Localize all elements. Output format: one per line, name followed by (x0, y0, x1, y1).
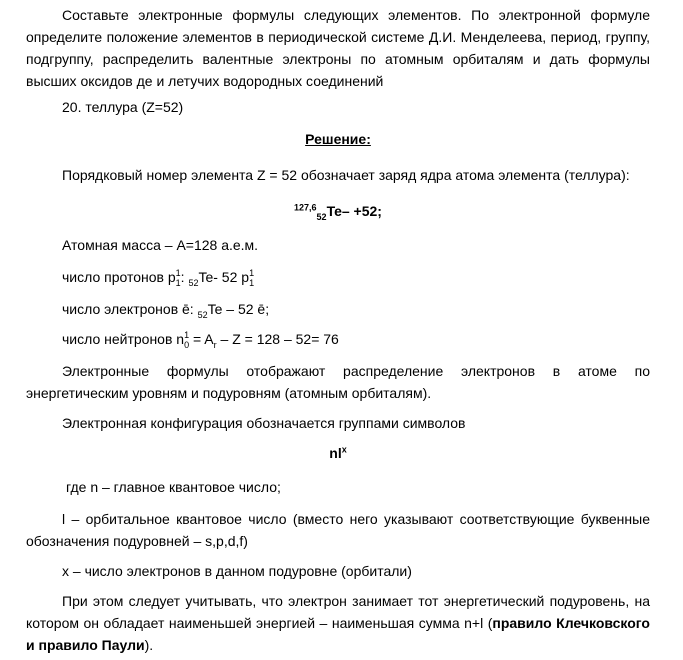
proton2-sub: 1 (249, 277, 255, 288)
symbol-sup: x (341, 444, 347, 455)
nuclear-charge: – +52; (341, 203, 382, 219)
neutrons-value: – Z = 128 – 52= 76 (216, 331, 339, 347)
a-sub: r (213, 339, 217, 350)
neutrons-eq: = A (189, 331, 214, 347)
proton-sup: 1 (175, 268, 181, 279)
neutrons-line (62, 328, 339, 350)
atomic-mass-line: Атомная масса – A=128 а.е.м. (62, 237, 259, 253)
proton2-sup: 1 (249, 268, 255, 279)
rule-bold: правило Клечковского и правило Паули (26, 615, 650, 653)
protons-value: Te- 52 p (198, 269, 250, 285)
task-paragraph: Составьте электронные формулы следующих элементов. По электронной формуле определите положение элементов в периодической системе Д.И. Менделеева, период, группу, подгруппу, распределить валентные электроны по атомным орбиталям и дать формулы высших оксидов де и летучих водородных соединений (26, 7, 650, 89)
neutron-sub: 0 (184, 339, 190, 350)
x-definition: x – число электронов в данном подуровне (орбитали) (62, 563, 412, 579)
l-definition: l – орбитальное квантовое число (вместо него указывают соответствующие буквенные обозначения подуровней – s,p,d,f) (26, 511, 650, 549)
rule-tail: ). (144, 637, 154, 653)
proton-sub: 1 (175, 277, 181, 288)
mass-number: 127,6 (294, 202, 317, 213)
solution-heading: Решение: (305, 131, 371, 147)
protons-colon: : (180, 269, 189, 285)
symbol-base: nl (329, 445, 342, 461)
electrons-label: число электронов ē: (62, 301, 198, 317)
element-symbol: Te (326, 203, 342, 219)
ordinal-paragraph: Порядковый номер элемента Z = 52 обозначает заряд ядра атома элемента (теллура): (62, 167, 630, 183)
neutrons-label: число нейтронов n (62, 331, 185, 347)
electrons-line (62, 298, 269, 320)
protons-label: число протонов p (62, 269, 176, 285)
nl-symbol (26, 442, 650, 464)
protons-z: 52 (188, 277, 199, 288)
n-definition: где n – главное квантовое число; (66, 479, 281, 495)
element-line: 20. теллура (Z=52) (62, 99, 184, 115)
neutron-sup: 1 (184, 330, 190, 341)
config-paragraph: Электронная конфигурация обозначается группами символов (62, 415, 466, 431)
rule-text: При этом следует учитывать, что электрон занимает тот энергетический подуровень, на котором он обладает наименьшей энергией – наименьшая сумма n+l ( (26, 593, 650, 631)
atomic-number: 52 (316, 211, 327, 222)
electrons-z: 52 (197, 309, 208, 320)
rule-paragraph (26, 590, 650, 656)
nuclide-formula (26, 200, 650, 222)
electrons-value: Te – 52 ē; (207, 301, 270, 317)
formulas-paragraph: Электронные формулы отображают распределение электронов в атоме по энергетическим уровням и подуровням (атомным орбиталям). (26, 363, 650, 401)
protons-line (62, 266, 254, 288)
